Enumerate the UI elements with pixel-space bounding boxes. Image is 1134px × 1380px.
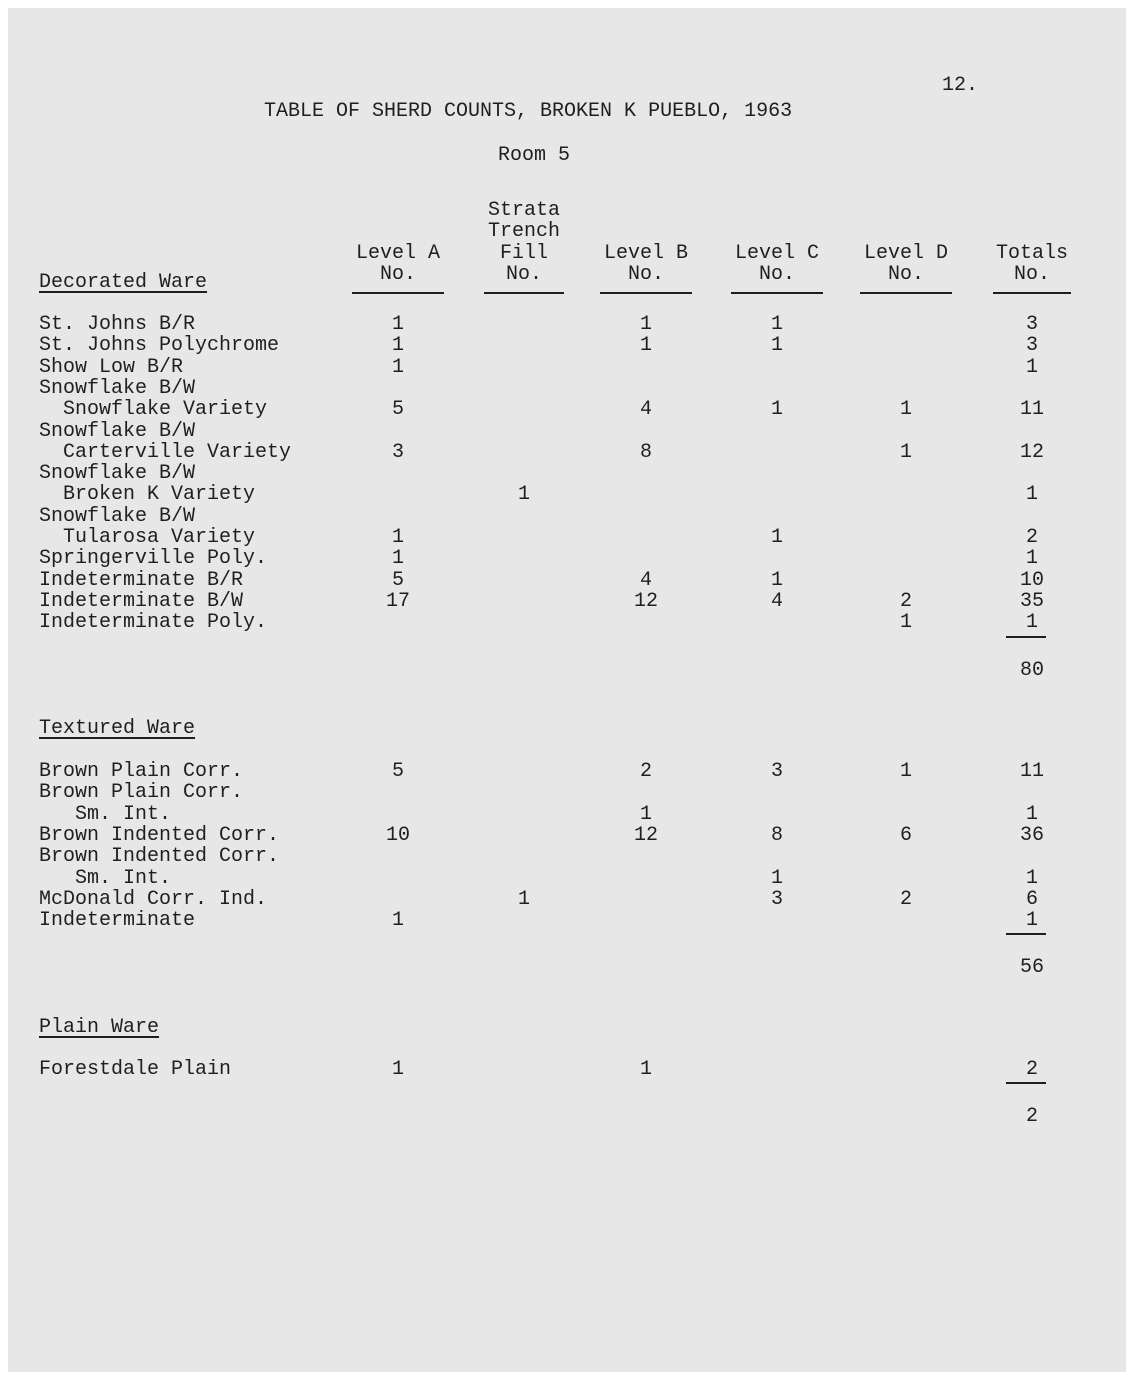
column-header-line: No. [627,263,664,286]
cell-value: 1 [1025,611,1038,635]
section-total: 56 [1019,956,1044,980]
cell-value: 1 [770,334,783,358]
cell-value: 1 [770,313,783,336]
subtotal-rule [1006,1082,1046,1084]
cell-value: 17 [385,589,410,613]
cell-value: 1 [899,611,912,635]
column-header-rule [731,292,823,294]
cell-value: 11 [1019,398,1044,422]
document-title: TABLE OF SHERD COUNTS, BROKEN K PUEBLO, 1963 [264,100,793,123]
cell-value: 2 [899,887,912,911]
cell-value: 4 [770,589,783,613]
cell-value: 1 [391,547,404,571]
cell-value: 4 [639,568,652,592]
cell-value: 3 [1025,334,1038,358]
page-number: 12. [942,74,979,97]
cell-value: 1 [391,909,404,933]
cell-value: 3 [391,440,404,464]
row-label: Indeterminate [39,909,196,933]
section-total: 80 [1019,658,1044,682]
cell-value: 3 [770,887,783,911]
cell-value: 11 [1019,760,1044,783]
column-header-line: Trench [487,220,560,244]
cell-value: 1 [639,334,652,358]
cell-value: 1 [899,398,912,422]
cell-value: 2 [1025,1058,1038,1081]
document-subtitle: Room 5 [498,144,571,167]
section-total: 2 [1025,1105,1038,1129]
column-header-line: Strata [487,199,560,223]
cell-value: 1 [639,1058,652,1081]
cell-value: 1 [1025,547,1038,571]
cell-value: 1 [1025,355,1038,379]
cell-value: 1 [770,568,783,592]
cell-value: 1 [899,760,912,783]
cell-value: 36 [1019,823,1044,847]
cell-value: 1 [391,355,404,379]
document-page [8,8,1126,1372]
row-label: Brown Plain Corr. [39,760,244,783]
row-label: Sm. Int. [39,802,172,826]
cell-value: 35 [1019,589,1044,613]
cell-value: 6 [1025,887,1038,911]
cell-value: 2 [899,589,912,613]
subtotal-rule [1006,636,1046,638]
cell-value: 5 [391,568,404,592]
cell-value: 1 [391,334,404,358]
cell-value: 8 [770,823,783,847]
cell-value: 10 [385,823,410,847]
column-header-rule [993,292,1071,294]
cell-value: 6 [899,823,912,847]
row-label: Springerville Poly. [39,547,268,571]
row-label: Snowflake B/W [39,376,196,400]
cell-value: 1 [1025,802,1038,826]
row-label: Indeterminate B/W [39,589,244,613]
column-header-line: Level D [863,241,948,265]
row-label: Brown Indented Corr. [39,845,280,869]
cell-value: 12 [633,823,658,847]
column-header-line: Totals [995,241,1068,265]
row-label: Carterville Variety [39,440,292,464]
cell-value: 3 [1025,313,1038,336]
column-header-line: No. [887,263,924,286]
row-label: St. Johns B/R [39,313,196,336]
row-label: Brown Indented Corr. [39,823,280,847]
row-label: Snowflake B/W [39,504,196,528]
row-label: McDonald Corr. Ind. [39,887,268,911]
cell-value: 4 [639,398,652,422]
section-heading: Decorated Ware [39,271,208,294]
cell-value: 1 [517,483,530,507]
cell-value: 1 [639,313,652,336]
column-header-line: Fill [499,241,548,265]
cell-value: 2 [1025,526,1038,549]
cell-value: 1 [1025,866,1038,890]
row-label: Show Low B/R [39,355,184,379]
cell-value: 1 [1025,483,1038,507]
row-label: Indeterminate B/R [39,568,244,592]
cell-value: 5 [391,398,404,422]
cell-value: 1 [391,526,404,549]
row-label: Broken K Variety [39,483,256,507]
cell-value: 1 [391,1058,404,1081]
row-label: Indeterminate Poly. [39,611,268,635]
row-label: St. Johns Polychrome [39,334,280,358]
cell-value: 1 [770,526,783,549]
cell-value: 12 [633,589,658,613]
row-label: Snowflake Variety [39,398,268,422]
row-label: Snowflake B/W [39,462,196,486]
cell-value: 1 [517,887,530,911]
column-header-line: No. [379,263,416,286]
column-header-line: No. [1013,263,1050,286]
row-label: Snowflake B/W [39,419,196,443]
cell-value: 1 [1025,909,1038,933]
column-header-rule [860,292,952,294]
cell-value: 10 [1019,568,1044,592]
column-header-line: No. [505,263,542,286]
column-header-line: Level C [734,241,819,265]
cell-value: 12 [1019,440,1044,464]
cell-value: 2 [639,760,652,783]
section-heading: Textured Ware [39,717,196,740]
cell-value: 1 [391,313,404,336]
cell-value: 8 [639,440,652,464]
column-header-rule [352,292,444,294]
column-header-rule [484,292,564,294]
cell-value: 3 [770,760,783,783]
row-label: Brown Plain Corr. [39,781,244,805]
cell-value: 1 [899,440,912,464]
column-header-rule [600,292,692,294]
cell-value: 1 [770,866,783,890]
cell-value: 5 [391,760,404,783]
row-label: Tularosa Variety [39,526,256,549]
column-header-line: Level B [603,241,688,265]
cell-value: 1 [639,802,652,826]
row-label: Forestdale Plain [39,1058,232,1081]
section-heading: Plain Ware [39,1016,160,1039]
subtotal-rule [1006,933,1046,935]
column-header-line: No. [758,263,795,286]
cell-value: 1 [770,398,783,422]
column-header-line: Level A [355,241,440,265]
row-label: Sm. Int. [39,866,172,890]
